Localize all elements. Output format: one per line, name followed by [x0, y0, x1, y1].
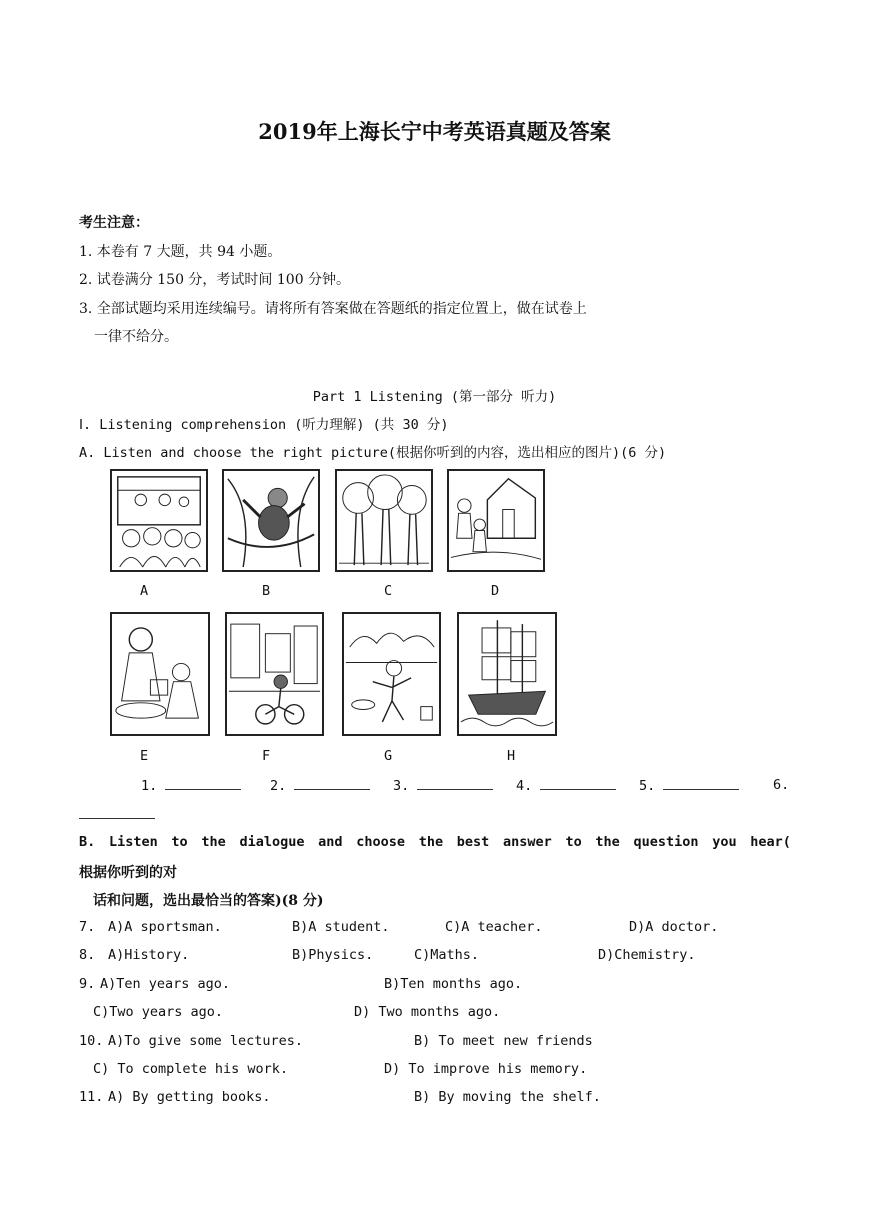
picture-label-c: C — [384, 583, 393, 599]
answer-blank-6[interactable] — [79, 806, 155, 819]
question-9-option-c[interactable]: C)Two years ago. — [93, 1004, 224, 1020]
theater-audience-icon — [112, 471, 206, 570]
picture-label-e: E — [140, 748, 149, 764]
question-10-option-c[interactable]: C) To complete his work. — [93, 1061, 289, 1077]
answer-blank-1[interactable]: 1. — [141, 777, 241, 794]
question-7-option-c[interactable]: C)A teacher. — [445, 919, 543, 935]
question-8-number: 8. — [79, 947, 96, 963]
question-11-number: 11. — [79, 1089, 104, 1105]
sectionB-heading-line2: 根据你听到的对 — [79, 865, 177, 881]
section1-heading: Ⅰ. Listening comprehension (听力理解) (共 30 分) — [79, 417, 449, 433]
children-by-house-icon — [449, 471, 543, 570]
notice-item-1: 1. 本卷有 7 大题，共 94 小题。 — [79, 244, 282, 260]
answer-blank-2[interactable]: 2. — [270, 777, 370, 794]
question-9-number: 9. — [79, 976, 96, 992]
question-7-option-d[interactable]: D)A doctor. — [629, 919, 719, 935]
question-7-option-b[interactable]: B)A student. — [292, 919, 390, 935]
picture-label-d: D — [491, 583, 500, 599]
notice-heading: 考生注意： — [79, 215, 149, 231]
picture-label-h: H — [507, 748, 516, 764]
question-8-option-c[interactable]: C)Maths. — [414, 947, 480, 963]
answer-blank-4[interactable]: 4. — [516, 777, 616, 794]
picture-e — [110, 612, 210, 736]
answer-blank-5[interactable]: 5. — [639, 777, 739, 794]
picture-g — [342, 612, 441, 736]
sailing-ship-icon — [459, 614, 555, 734]
question-10-number: 10. — [79, 1033, 104, 1049]
notice-item-3-cont: 一律不给分。 — [94, 329, 178, 345]
answer-number-6: 6. — [773, 777, 790, 793]
question-8-option-a[interactable]: A)History. — [108, 947, 190, 963]
sectionB-heading-line3: 话和问题，选出最恰当的答案)(8 分) — [93, 893, 324, 909]
mother-daughter-gift-icon — [112, 614, 208, 734]
question-7-option-a[interactable]: A)A sportsman. — [108, 919, 222, 935]
question-11-option-a[interactable]: A) By getting books. — [108, 1089, 271, 1105]
boy-riding-bike-icon — [227, 614, 322, 734]
notice-item-3: 3. 全部试题均采用连续编号。请将所有答案做在答题纸的指定位置上，做在试卷上 — [79, 301, 587, 317]
picture-f — [225, 612, 324, 736]
notice-item-2: 2. 试卷满分 150 分，考试时间 100 分钟。 — [79, 272, 351, 288]
picture-c — [335, 469, 433, 572]
question-9-option-b[interactable]: B)Ten months ago. — [384, 976, 523, 992]
question-7-number: 7. — [79, 919, 96, 935]
question-11-option-b[interactable]: B) By moving the shelf. — [414, 1089, 601, 1105]
picture-label-b: B — [262, 583, 271, 599]
picture-label-a: A — [140, 583, 149, 599]
picture-h — [457, 612, 557, 736]
question-9-option-d[interactable]: D) Two months ago. — [354, 1004, 501, 1020]
question-9-option-a[interactable]: A)Ten years ago. — [100, 976, 231, 992]
question-10-option-a[interactable]: A)To give some lectures. — [108, 1033, 304, 1049]
monkey-on-vine-icon — [224, 471, 318, 570]
answer-blank-3[interactable]: 3. — [393, 777, 493, 794]
picture-label-f: F — [262, 748, 271, 764]
sectionA-heading: A. Listen and choose the right picture(根据你听到的内容，选出相应的图片)(6 分) — [79, 445, 667, 461]
picture-label-g: G — [384, 748, 393, 764]
picture-b — [222, 469, 320, 572]
question-10-option-d[interactable]: D) To improve his memory. — [384, 1061, 588, 1077]
forest-trees-icon — [337, 471, 431, 570]
question-10-option-b[interactable]: B) To meet new friends — [414, 1033, 593, 1049]
part1-heading: Part 1 Listening (第一部分 听力) — [312, 389, 557, 405]
question-8-option-b[interactable]: B)Physics. — [292, 947, 374, 963]
picture-a — [110, 469, 208, 572]
picture-d — [447, 469, 545, 572]
sectionB-heading: B. Listen to the dialogue and choose the best answer to the question you hear( — [79, 834, 791, 850]
page-title: 2019年上海长宁中考英语真题及答案 — [258, 119, 611, 144]
question-8-option-d[interactable]: D)Chemistry. — [598, 947, 696, 963]
boy-on-beach-icon — [344, 614, 439, 734]
